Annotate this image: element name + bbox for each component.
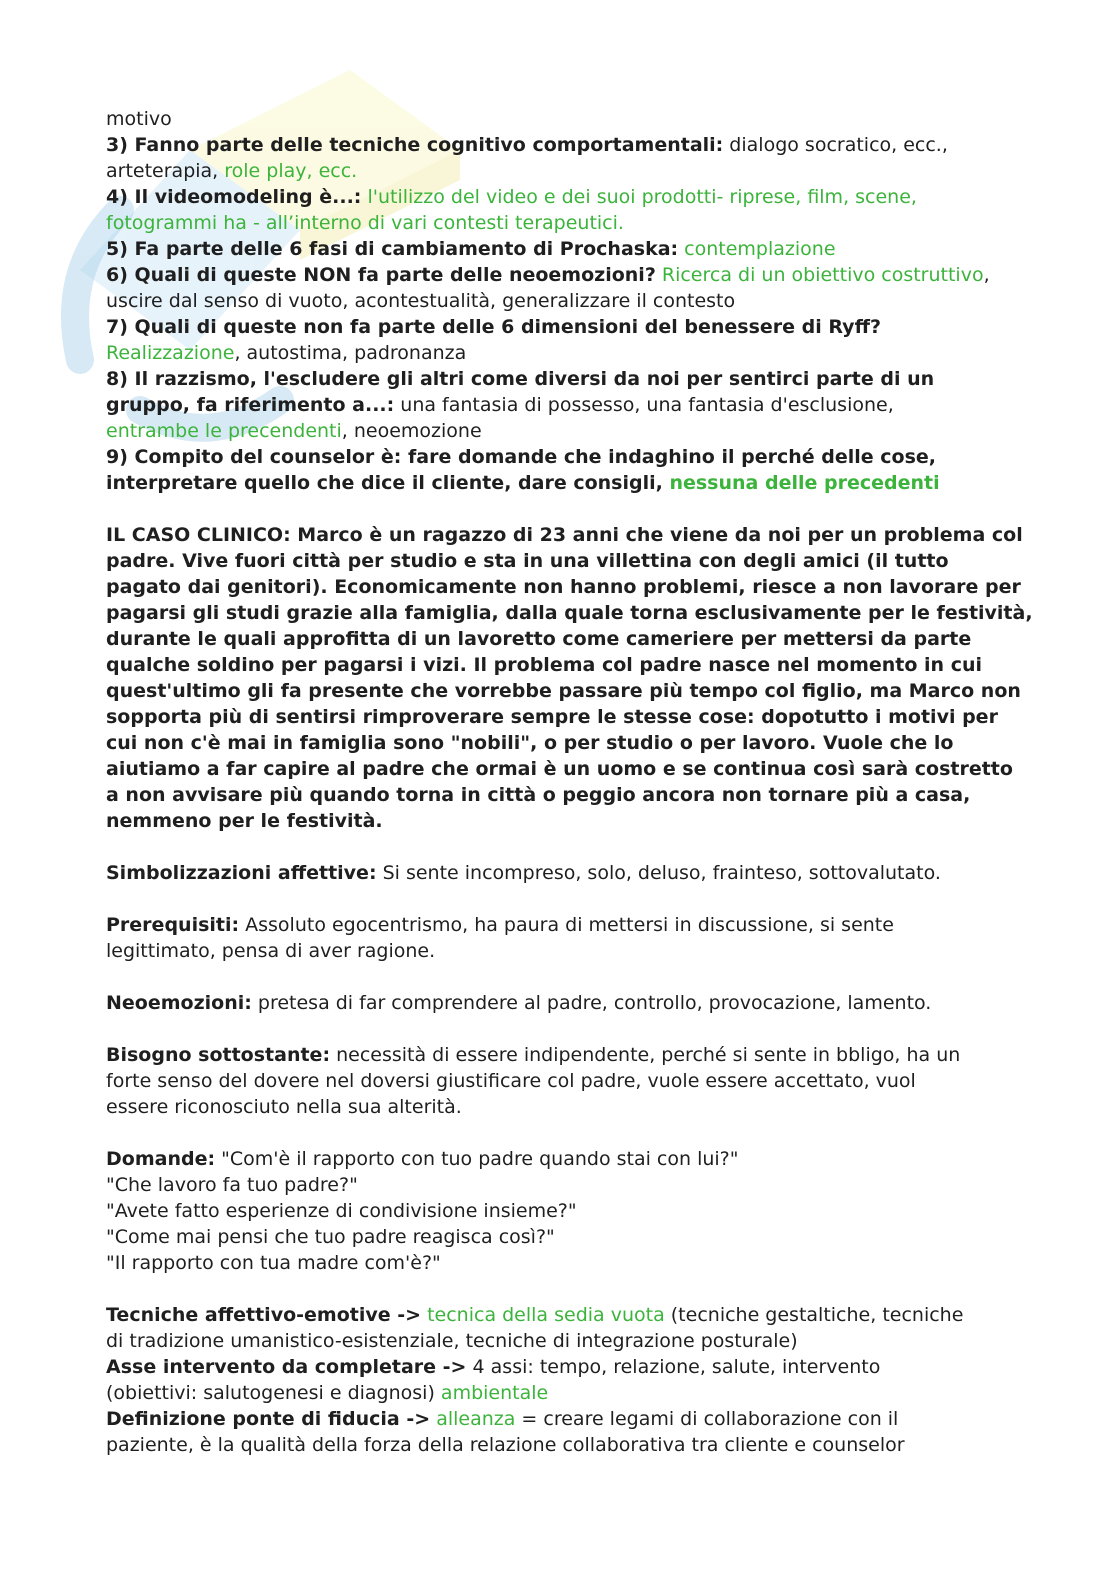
domande: Domande: "Com'è il rapporto con tuo padre quando stai con lui?" [106, 1148, 739, 1170]
quiz-question-7-cont: Realizzazione, autostima, padronanza [106, 342, 467, 364]
bisogno-sottostante: Bisogno sottostante: necessità di essere indipendente, perché si sente in bbligo, ha un [106, 1044, 961, 1066]
quiz-answer: l'utilizzo del video e dei suoi prodotti- riprese, film, scene, [361, 186, 917, 208]
domanda-item: "Avete fatto esperienze di condivisione insieme?" [106, 1200, 577, 1222]
ponte-di-fiducia: Definizione ponte di fiducia -> alleanza = creare legami di collaborazione con il [106, 1408, 899, 1430]
clinical-case-paragraph: IL CASO CLINICO: Marco è un ragazzo di 23 anni che viene da noi per un problema col padre. Vive fuori città per studio e sta in una villettina con degli amici (il tutto pagato dai genitori). Economicamente non hanno problemi, riesce a non lavorare per pagarsi gli studi grazie alla famiglia, dalla quale torna esclusivamente per le festività, durante le quali approfitta di un lavoretto come cameriere per mettersi da parte qualche soldino per pagarsi i vizi. Il problema col padre nasce nel momento in cui quest'ultimo gli fa presente che vorrebbe passare più tempo col figlio, ma Marco non sopporta più di sentirsi rimproverare sempre le stesse cose: dopotutto i motivi per cui non c'è mai in famiglia sono "nobili", o per studio o per lavoro. Vuole che lo aiutiamo a far capire al padre che ormai è un uomo e se continua così sarà costretto a non avvisare più quando torna in città o peggio ancora non tornare più a casa, nemmeno per le festività. [106, 524, 1033, 832]
text-line: motivo [106, 108, 172, 130]
domanda-item: "Come mai pensi che tuo padre reagisca così?" [106, 1226, 555, 1248]
document-body [106, 106, 1033, 1458]
domanda-item: "Il rapporto con tua madre com'è?" [106, 1252, 441, 1274]
domanda-item: "Che lavoro fa tuo padre?" [106, 1174, 358, 1196]
quiz-question-8: 8) Il razzismo, l'escludere gli altri come diversi da noi per sentirci parte di un [106, 368, 935, 390]
quiz-answer: Realizzazione [106, 342, 235, 364]
quiz-question-6: 6) Quali di queste NON fa parte delle neoemozioni? Ricerca di un obiettivo costruttivo, [106, 264, 990, 286]
quiz-question-7: 7) Quali di queste non fa parte delle 6 dimensioni del benessere di Ryff? [106, 316, 881, 338]
tecniche-cont: di tradizione umanistico-esistenziale, tecniche di integrazione posturale) [106, 1330, 798, 1352]
quiz-question-8-cont2: entrambe le precendenti, neoemozione [106, 420, 482, 442]
quiz-answer: entrambe le precendenti [106, 420, 342, 442]
quiz-answer: contemplazione [678, 238, 836, 260]
prerequisiti: Prerequisiti: Assoluto egocentrismo, ha paura di mettersi in discussione, si sente [106, 914, 894, 936]
quiz-answer: role play, ecc. [224, 160, 358, 182]
ponte-di-fiducia-cont: paziente, è la qualità della forza della relazione collaborativa tra cliente e counselor [106, 1434, 905, 1456]
quiz-answer: ambientale [440, 1382, 549, 1404]
quiz-answer: tecnica della sedia vuota [421, 1304, 665, 1326]
bisogno-sottostante-cont: forte senso del dovere nel doversi giustificare col padre, vuole essere accettato, vuol [106, 1070, 916, 1092]
asse-intervento: Asse intervento da completare -> 4 assi: tempo, relazione, salute, intervento [106, 1356, 881, 1378]
asse-intervento-cont: (obiettivi: salutogenesi e diagnosi) ambientale [106, 1382, 549, 1404]
quiz-question-3-cont: arteterapia, role play, ecc. [106, 160, 358, 182]
quiz-answer: nessuna delle precedenti [669, 472, 940, 494]
quiz-question-5: 5) Fa parte delle 6 fasi di cambiamento di Prochaska: contemplazione [106, 238, 836, 260]
quiz-question-8-cont: gruppo, fa riferimento a...: una fantasia di possesso, una fantasia d'esclusione, [106, 394, 894, 416]
quiz-answer: alleanza [430, 1408, 516, 1430]
quiz-answer: Ricerca di un obiettivo costruttivo [655, 264, 984, 286]
quiz-question-4-cont: fotogrammi ha - all’interno di vari contesti terapeutici. [106, 212, 624, 234]
neoemozioni: Neoemozioni: pretesa di far comprendere al padre, controllo, provocazione, lamento. [106, 992, 932, 1014]
quiz-question-9: 9) Compito del counselor è: fare domande che indaghino il perché delle cose, [106, 446, 936, 468]
quiz-question-6-cont: uscire dal senso di vuoto, acontestualità, generalizzare il contesto [106, 290, 736, 312]
quiz-question-4: 4) Il videomodeling è...: l'utilizzo del video e dei suoi prodotti- riprese, film, scene, [106, 186, 917, 208]
prerequisiti-cont: legittimato, pensa di aver ragione. [106, 940, 436, 962]
tecniche-affettivo-emotive: Tecniche affettivo-emotive -> tecnica della sedia vuota (tecniche gestaltiche, tecniche [106, 1304, 964, 1326]
quiz-question-3: 3) Fanno parte delle tecniche cognitivo comportamentali: dialogo socratico, ecc., [106, 134, 948, 156]
simbolizzazioni-affettive: Simbolizzazioni affettive: Si sente incompreso, solo, deluso, frainteso, sottovalutato. [106, 862, 941, 884]
bisogno-sottostante-cont2: essere riconosciuto nella sua alterità. [106, 1096, 462, 1118]
quiz-question-9-cont: interpretare quello che dice il cliente, dare consigli, nessuna delle precedenti [106, 472, 940, 494]
